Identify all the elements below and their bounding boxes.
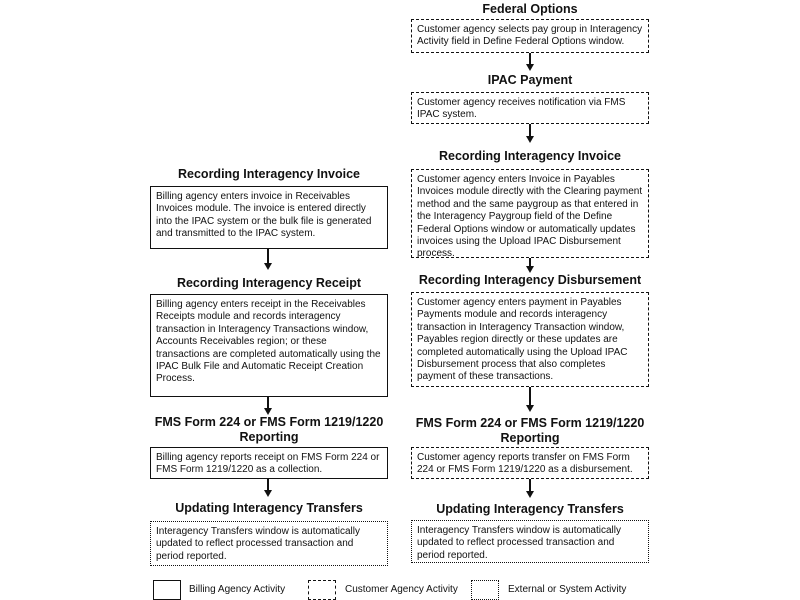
- left-recording-receipt-box: [150, 294, 388, 397]
- legend-billing-swatch: [153, 580, 181, 600]
- right-fms-reporting-title: [400, 416, 660, 446]
- legend-customer-label: Customer Agency Activity: [345, 584, 458, 595]
- legend-customer-swatch: [308, 580, 336, 600]
- right-recording-disbursement-text: Customer agency enters payment in Payables Payments module and records interagency transaction in Interagency Transaction window, Payables region directly or these updates are completed automatically using the Upload IPAC Disbursement process that also completes payment of these transactions.: [417, 297, 628, 383]
- ipac-payment-title: IPAC Payment: [487, 73, 573, 87]
- legend-external-swatch: [471, 580, 499, 600]
- legend-external-label: External or System Activity: [508, 584, 627, 595]
- left-updating-transfers-box: [150, 521, 388, 566]
- right-fms-reporting-box: [411, 447, 649, 479]
- right-fms-reporting-title-line2: Reporting: [500, 431, 560, 445]
- left-recording-invoice-title: Recording Interagency Invoice: [178, 167, 360, 181]
- left-fms-reporting-box: [150, 447, 388, 479]
- ipac-payment-text: Customer agency receives notification via FMS IPAC system.: [417, 97, 626, 121]
- legend-billing-label: Billing Agency Activity: [189, 584, 286, 595]
- left-recording-invoice-box: [150, 186, 388, 249]
- federal-options-text: Customer agency selects pay group in Interagency Activity field in Define Federal Options window.: [417, 24, 643, 48]
- left-fms-reporting-title: [139, 415, 399, 445]
- right-updating-transfers-title: Updating Interagency Transfers: [436, 502, 624, 516]
- right-updating-transfers-box: [411, 520, 649, 563]
- right-fms-reporting-text: Customer agency reports transfer on FMS Form 224 or FMS Form 1219/1220 as a disbursement.: [417, 452, 633, 476]
- left-recording-invoice-text: Billing agency enters invoice in Receivables Invoices module. The invoice is entered directly into the IPAC system or the bulk file is generated and transmitted to the IPAC system.: [156, 191, 372, 240]
- right-fms-reporting-title-line1: FMS Form 224 or FMS Form 1219/1220: [415, 416, 645, 430]
- left-fms-reporting-title-line1: FMS Form 224 or FMS Form 1219/1220: [154, 415, 384, 429]
- right-recording-disbursement-box: [411, 292, 649, 387]
- left-recording-receipt-text: Billing agency enters receipt in the Receivables Receipts module and records interagency transaction in Interagency Transactions window, Accounts Receivables region; or these transactions are completed automatically using the IPAC Bulk File and Automatic Receipt Creation Process.: [156, 299, 381, 385]
- right-recording-invoice-text: Customer agency enters Invoice in Payables Invoices module directly with the Clearing payment method and the same paygroup as that entered in the Interagency Paygroup field of the Define Federal Options window or automatically updates invoices using the Upload IPAC Disbursement process.: [417, 174, 643, 260]
- right-recording-invoice-box: [411, 169, 649, 258]
- left-recording-receipt-title: Recording Interagency Receipt: [176, 276, 362, 290]
- right-updating-transfers-text: Interagency Transfers window is automatically updated to reflect processed transaction and period reported.: [417, 525, 621, 561]
- federal-options-box: [411, 19, 649, 53]
- federal-options-title: Federal Options: [482, 2, 578, 16]
- right-recording-disbursement-title: Recording Interagency Disbursement: [418, 273, 642, 287]
- left-fms-reporting-text: Billing agency reports receipt on FMS Form 224 or FMS Form 1219/1220 as a collection.: [156, 452, 380, 476]
- left-fms-reporting-title-line2: Reporting: [239, 430, 299, 444]
- right-recording-invoice-title: Recording Interagency Invoice: [439, 149, 621, 163]
- left-updating-transfers-text: Interagency Transfers window is automatically updated to reflect processed transaction and period reported.: [156, 526, 360, 562]
- ipac-payment-box: [411, 92, 649, 124]
- left-updating-transfers-title: Updating Interagency Transfers: [175, 501, 363, 515]
